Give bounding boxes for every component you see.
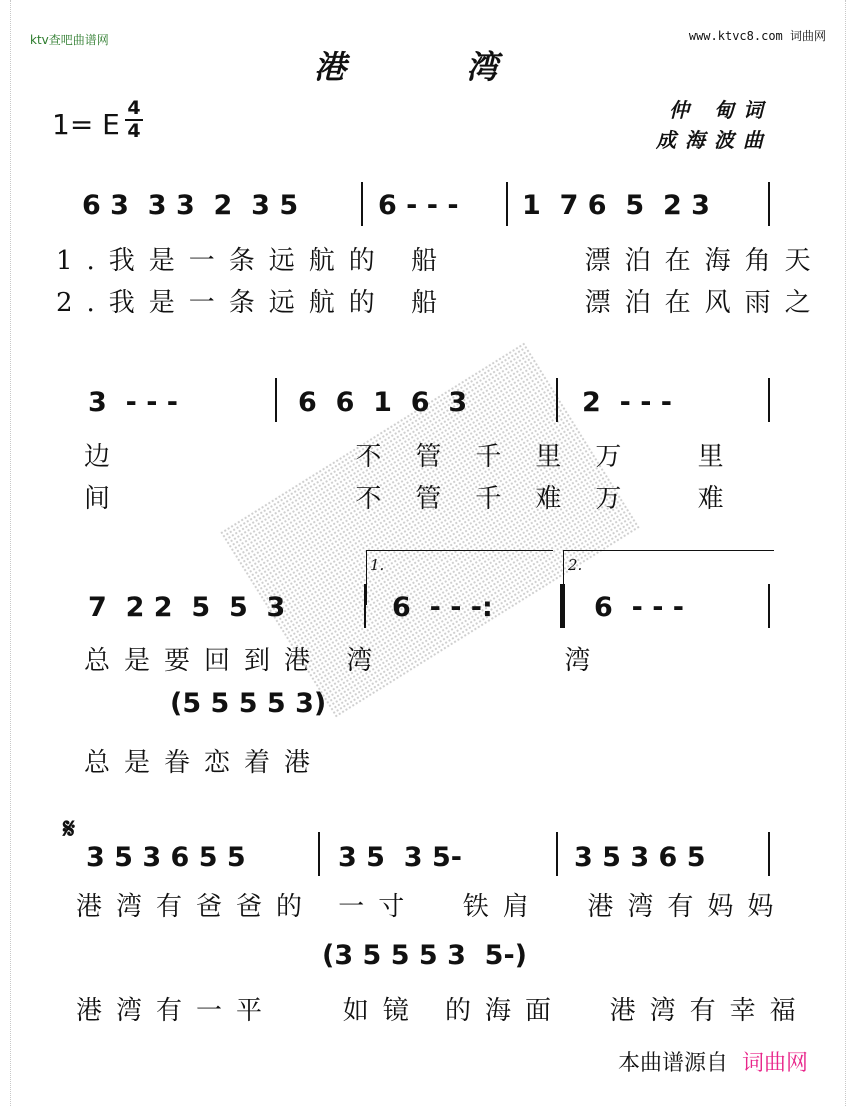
source-credit [618,1046,808,1077]
lyrics-row1-verse2: 2.我是一条远航的 船 漂泊在风雨之 [56,288,825,318]
notes-row1-m2: 6 - - - [378,190,459,221]
barline [768,832,770,876]
notes-row4-m2: 3 5 3 5- [338,842,462,873]
barline [768,378,770,422]
segno-sign: 𝄋 [63,812,76,845]
site-header-left: ktv查吧曲谱网 [30,33,109,47]
notes-row1-m3: 1 7 6 5 2 3 [522,190,710,221]
notes-row1-m1: 6 3 3 3 2 3 5 [82,190,299,221]
lyrics-row2-verse2: 间 不管千难万 难 [84,484,758,514]
barline [364,584,366,628]
time-signature-bottom: 4 [127,120,141,142]
barline [556,378,558,422]
barline [361,182,363,226]
site-header-right: www.ktvc8.com 词曲网 [688,29,826,43]
lyrics-row4-alternate: 港湾有一平 如镜 的海面 港湾有幸福 [76,996,810,1026]
left-margin-strip [0,0,11,1106]
barline [556,832,558,876]
time-signature [124,98,144,142]
notes-row2-m3: 2 - - - [582,387,673,418]
barline [506,182,508,226]
notes-row4-alternate: (3 5 5 5 3 5-) [322,940,528,971]
lyrics-row3-alternate: 总是眷恋着港 [84,748,325,778]
lyrics-row3: 总是要回到港 湾 湾 [84,646,605,676]
composer-credit: 成海波曲 [656,128,772,152]
right-margin-strip [845,0,856,1106]
song-title: 港 湾 [313,48,542,86]
lyricist-credit: 仲 甸词 [669,98,772,122]
notes-row2-m1: 3 - - - [88,387,179,418]
repeat-end-barline [560,584,565,628]
lyrics-row4: 港湾有爸爸的 一寸 铁肩 港湾有妈妈 [76,892,788,922]
barline [275,378,277,422]
barline [318,832,320,876]
barline [768,584,770,628]
barline [768,182,770,226]
lyrics-row2-verse1: 边 不管千里万 里 [84,442,758,472]
source-brand-link[interactable]: 词曲网 [741,1051,808,1076]
notes-row3-m1: 7 2 2 5 5 3 [88,592,286,623]
notes-row2-m2: 6 6 1 6 3 [298,387,468,418]
volta-1-label: 1. [370,556,385,574]
key-signature: 1= E [52,108,120,141]
notes-row4-m3: 3 5 3 6 5 [574,842,706,873]
notes-row4-m1: 3 5 3 6 5 5 [86,842,246,873]
source-label: 本曲谱源自 [617,1051,728,1076]
notes-row3-m3: 6 - - - [594,592,685,623]
lyrics-row1-verse1: 1.我是一条远航的 船 漂泊在海角天 [56,246,825,276]
volta-2-label: 2. [568,556,583,574]
notes-row3-m2: 6 - - -: [392,592,493,623]
time-signature-top: 4 [127,97,141,119]
notes-row3-alternate: (5 5 5 5 3) [170,688,327,719]
